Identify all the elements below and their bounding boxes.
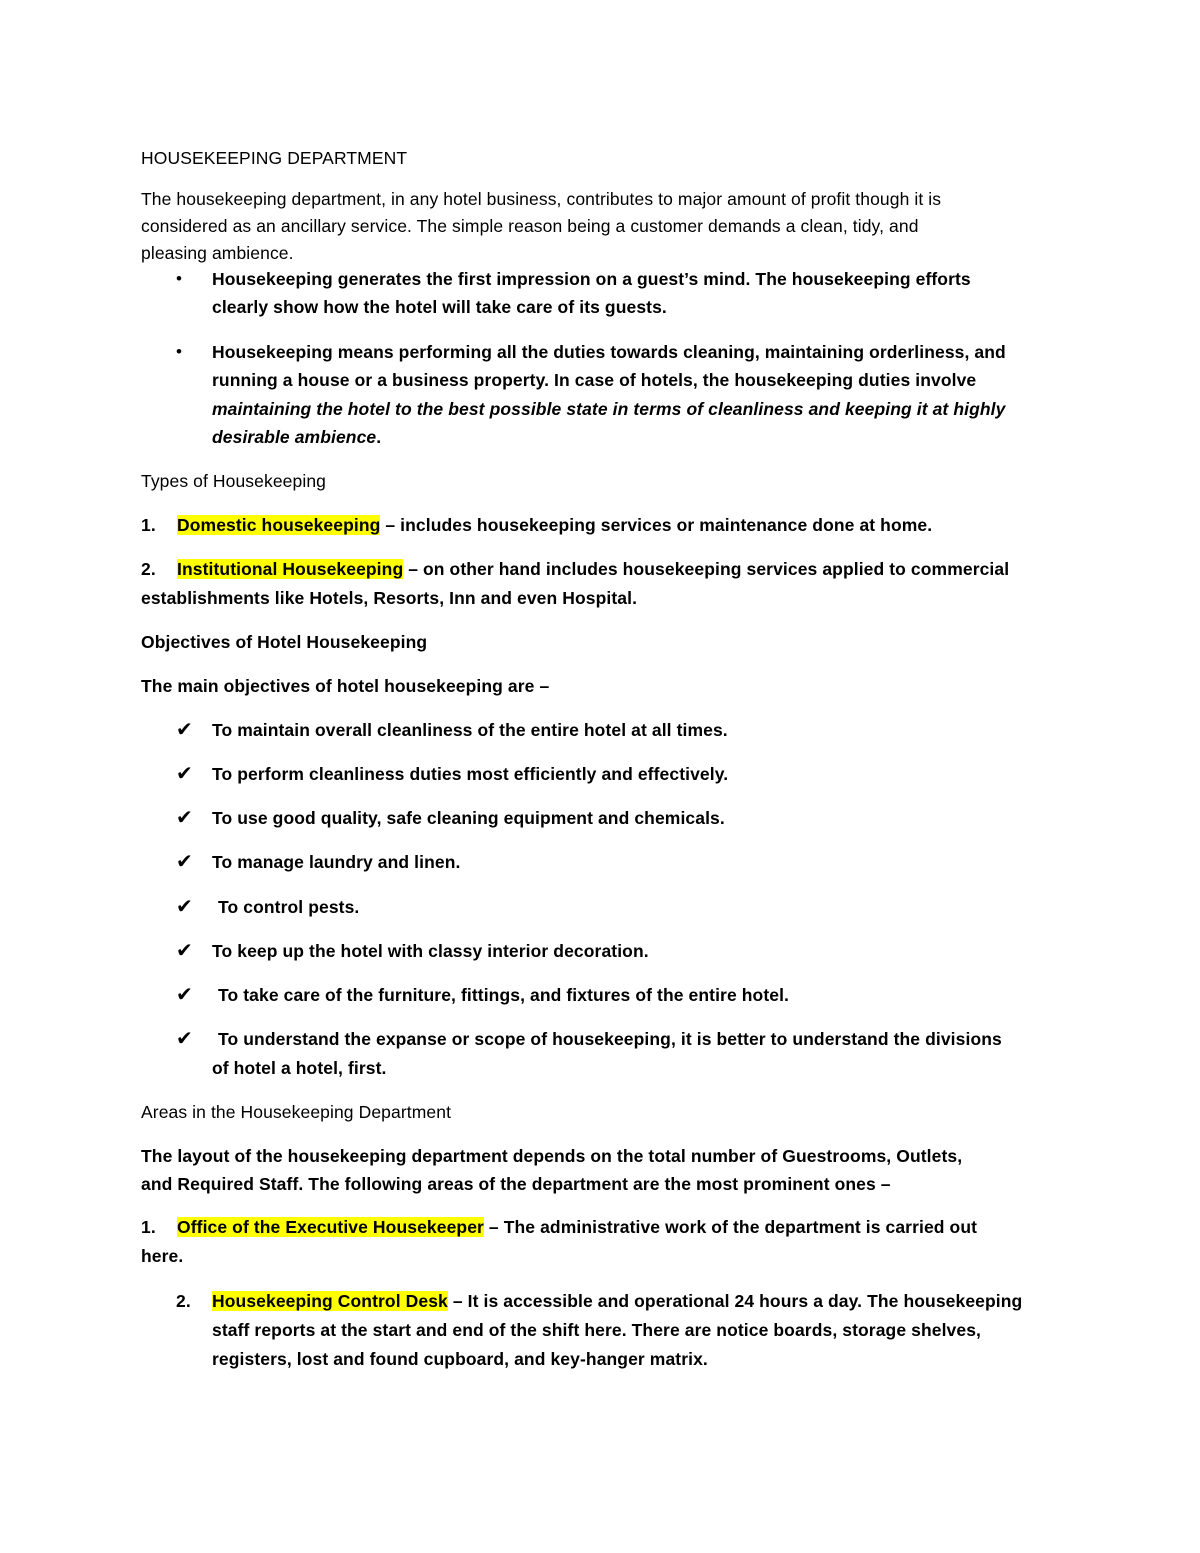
areas-intro-line-1: The layout of the housekeeping department depends on the total number of Guestrooms, Outlets, [141, 1146, 963, 1166]
objective-item: To control pests. [218, 897, 360, 917]
check-icon: ✔ [176, 805, 193, 829]
bullet-2-line-4 [212, 426, 381, 448]
bullet-2-period: . [376, 427, 382, 447]
types-heading: Types of Housekeeping [141, 471, 326, 491]
areas-item-1-desc: – The administrative work of the department is carried out [483, 1217, 978, 1237]
intro-line-3: pleasing ambience. [141, 243, 294, 263]
check-icon: ✔ [176, 849, 193, 873]
bullet-1-line-1: Housekeeping generates the first impression on a guest’s mind. The housekeeping efforts [212, 269, 971, 289]
objectives-heading: Objectives of Hotel Housekeeping [141, 632, 428, 652]
areas-item-2-line-2: staff reports at the start and end of the shift here. There are notice boards, storage shelves, [212, 1320, 981, 1340]
areas-item-2-desc: – It is accessible and operational 24 hours a day. The housekeeping [447, 1291, 1023, 1311]
check-icon: ✔ [176, 761, 193, 785]
areas-item-1-line-2: here. [141, 1246, 184, 1266]
areas-item-2-line-3: registers, lost and found cupboard, and key-hanger matrix. [212, 1349, 708, 1369]
intro-line-2: considered as an ancillary service. The simple reason being a customer demands a clean, tidy, and [141, 216, 919, 236]
areas-item-2-text [212, 1290, 1022, 1312]
objective-item: To keep up the hotel with classy interior decoration. [212, 941, 649, 961]
check-icon: ✔ [176, 938, 193, 962]
areas-item-1-term: Office of the Executive Housekeeper [177, 1217, 484, 1237]
bullet-icon: • [176, 342, 182, 361]
objective-item: To use good quality, safe cleaning equipment and chemicals. [212, 808, 725, 828]
areas-intro-line-2: and Required Staff. The following areas of the department are the most prominent ones – [141, 1174, 891, 1194]
bullet-2-italic-phrase: desirable ambience [212, 427, 377, 447]
check-icon: ✔ [176, 1026, 193, 1050]
bullet-icon: • [176, 269, 182, 288]
types-item-1-number: 1. [141, 515, 156, 535]
check-icon: ✔ [176, 894, 193, 918]
bullet-2-line-3: maintaining the hotel to the best possible state in terms of cleanliness and keeping it at highly [212, 399, 1006, 419]
objective-item: To perform cleanliness duties most efficiently and effectively. [212, 764, 729, 784]
types-item-2 [141, 558, 156, 580]
types-item-2-desc: – on other hand includes housekeeping services applied to commercial [403, 559, 1010, 579]
check-icon: ✔ [176, 717, 193, 741]
objective-item: To manage laundry and linen. [212, 852, 461, 872]
types-item-2-term: Institutional Housekeeping [177, 559, 404, 579]
areas-item-1-number: 1. [141, 1217, 156, 1237]
types-item-1-text [177, 514, 932, 536]
areas-heading: Areas in the Housekeeping Department [141, 1102, 452, 1122]
bullet-2-line-1: Housekeeping means performing all the duties towards cleaning, maintaining orderliness, and [212, 342, 1006, 362]
types-item-1-desc: – includes housekeeping services or maintenance done at home. [380, 515, 933, 535]
intro-line-1: The housekeeping department, in any hotel business, contributes to major amount of profit though it is [141, 189, 942, 209]
objective-item-continuation: of hotel a hotel, first. [212, 1058, 387, 1078]
page-title: HOUSEKEEPING DEPARTMENT [141, 148, 408, 168]
types-item-1-term: Domestic housekeeping [177, 515, 381, 535]
check-icon: ✔ [176, 982, 193, 1006]
objectives-intro: The main objectives of hotel housekeeping are – [141, 676, 550, 696]
types-item-2-text [177, 558, 1009, 580]
objective-item: To take care of the furniture, fittings, and fixtures of the entire hotel. [218, 985, 790, 1005]
objective-item: To understand the expanse or scope of housekeeping, it is better to understand the divisions [218, 1029, 1002, 1049]
types-item-2-number: 2. [141, 559, 156, 579]
types-item-1 [141, 514, 156, 536]
areas-item-1-text [177, 1216, 977, 1238]
areas-item-2-term: Housekeeping Control Desk [212, 1291, 448, 1311]
areas-item-2-number: 2. [176, 1291, 191, 1311]
bullet-2-line-2: running a house or a business property. In case of hotels, the housekeeping duties involve [212, 370, 977, 390]
objective-item: To maintain overall cleanliness of the entire hotel at all times. [212, 720, 728, 740]
bullet-1-line-2: clearly show how the hotel will take care of its guests. [212, 297, 667, 317]
types-item-2-line-2: establishments like Hotels, Resorts, Inn and even Hospital. [141, 588, 638, 608]
